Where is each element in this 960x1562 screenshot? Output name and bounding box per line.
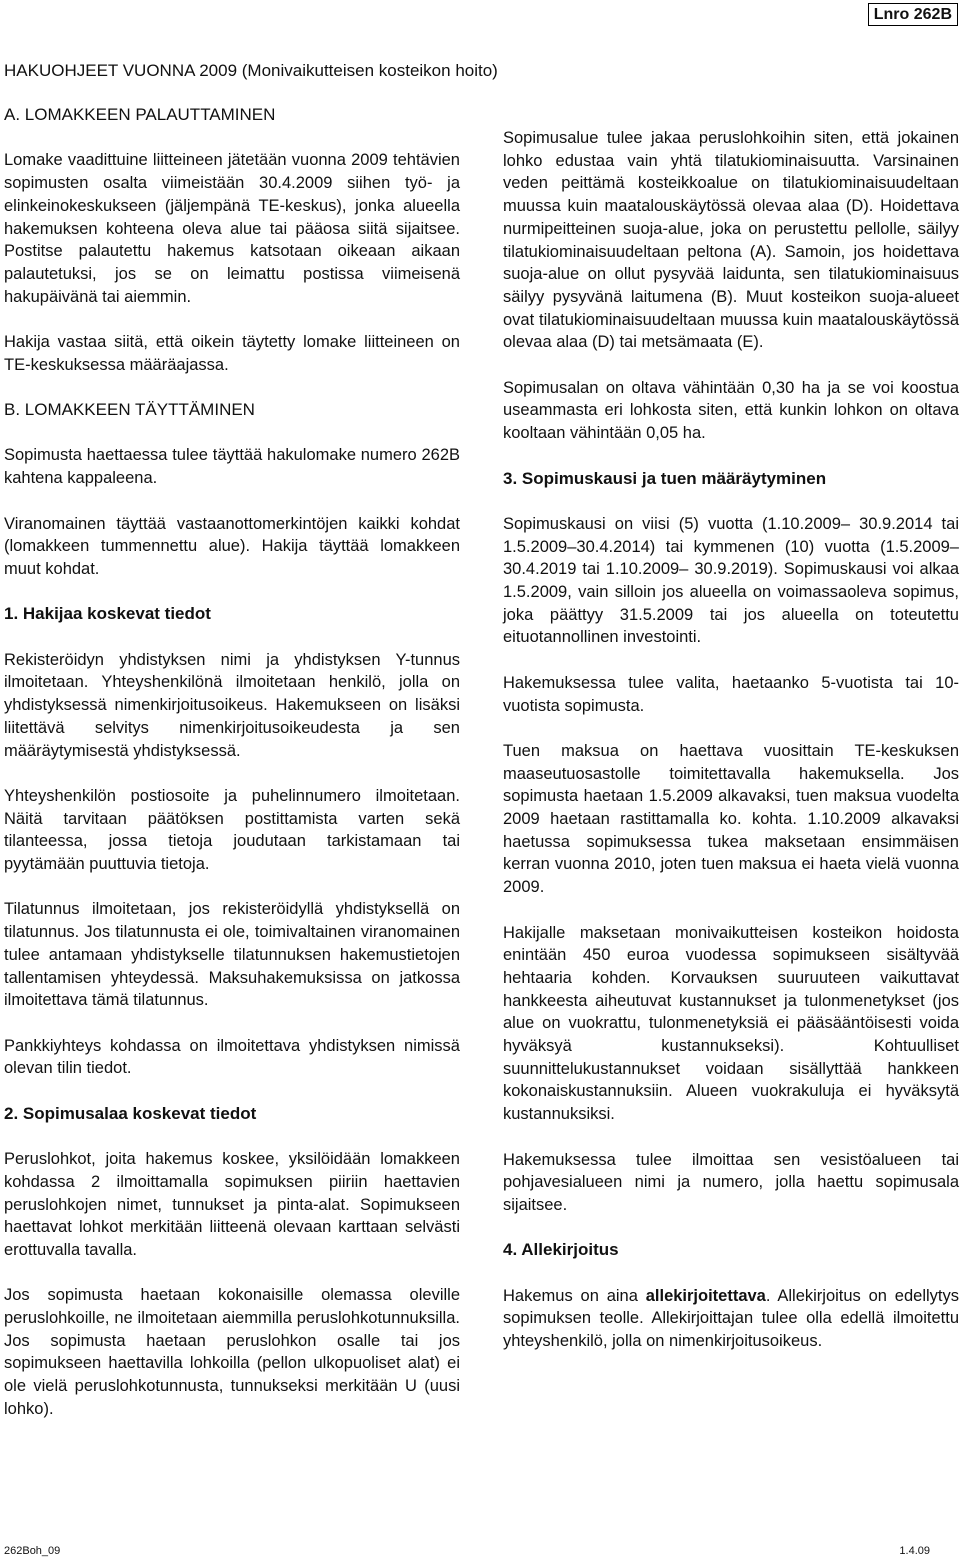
section-2-paragraph-3: Sopimusalue tulee jakaa peruslohkoihin siten, että jokainen lohko edustaa vain yhtä tilatukiominaisuutta. Varsinainen veden peittämä kosteikkoalue on tilatukiominaisuudeltaan muussa kuin maatalouskäytössä olevaa alaa (D). Hoidettava nurmipeitteinen suoja-alue, joka on perustettu pellolle, säilyy tilatukiominaisuudeltaan peltona (A). Samoin, jos hoidettava suoja-alue on ollut pysyvää laidunta, sen tilatukiominaisuus säilyy pysyvänä laitumena (B). Muut kosteikon suoja-alueet ovat tilatukiominaisuudeltaan muussa kuin maatalouskäytössä olevaa alaa (D) tai metsämaata (E). [503, 129, 959, 352]
right-column [503, 127, 959, 1376]
section-1-paragraph-4: Pankkiyhteys kohdassa on ilmoitettava yhdistyksen nimissä olevan tilin tiedot. [4, 1036, 460, 1078]
section-1-heading: 1. Hakijaa koskevat tiedot [4, 604, 211, 624]
section-2-heading: 2. Sopimusalaa koskevat tiedot [4, 1103, 257, 1123]
section-1-paragraph-1: Rekisteröidyn yhdistyksen nimi ja yhdistyksen Y-tunnus ilmoitetaan. Yhteyshenkilönä ilmoitetaan henkilö, jolla on yhdistyksessä nimenkirjoitusoikeus. Hakemukseen on lisäksi liitettävä selvitys nimenkirjoitusoikeudesta ja sen määräytymisestä yhdistyksessä. [4, 650, 460, 760]
left-column [4, 104, 460, 1443]
footer-form-code: 262Boh_09 [4, 1545, 61, 1557]
signature-text-start: Hakemus on aina [503, 1286, 646, 1305]
signature-text-end: . Allekirjoitus on edellytys sopimuksen teolle. Allekirjoittajan tulee olla edellä ilmoitettu yhteyshenkilö, jolla on nimenkirjoitusoikeus. [503, 1286, 959, 1351]
section-b-paragraph-2: Viranomainen täyttää vastaanottomerkintöjen kaikki kohdat (lomakkeen tummennettu alue). Hakija täyttää lomakkeen muut kohdat. [4, 514, 460, 578]
section-b-paragraph-1: Sopimusta haettaessa tulee täyttää hakulomake numero 262B kahtena kappaleena. [4, 446, 460, 488]
section-b-heading: B. LOMAKKEEN TÄYTTÄMINEN [4, 400, 255, 420]
section-1-paragraph-2: Yhteyshenkilön postiosoite ja puhelinnumero ilmoitetaan. Näitä tarvitaan päätöksen postittamista varten sekä tilanteessa, jossa tietoja joudutaan tarkistamaan tai pyytämään puuttuvia tietoja. [4, 786, 460, 874]
section-4-heading: 4. Allekirjoitus [503, 1240, 619, 1260]
section-3-paragraph-2: Hakemuksessa tulee valita, haetaanko 5-vuotista tai 10-vuotista sopimusta. [503, 673, 959, 715]
section-2-paragraph-4: Sopimusalan on oltava vähintään 0,30 ha ja se voi koostua useammasta eri lohkosta siten, että kunkin lohkon on oltava kooltaan vähintään 0,05 ha. [503, 378, 959, 443]
footer-date: 1.4.09 [899, 1545, 930, 1557]
section-a-paragraph-1: Lomake vaadittuine liitteineen jätetään vuonna 2009 tehtävien sopimusten osalta viimeistään 30.4.2009 siihen työ- ja elinkeinokeskukseen (jäljempänä TE-keskus), jonka alueella hakemuksen kohteena oleva alue tai pääosa siitä sijaitsee. Postitse palautettu hakemus katsotaan oikeaan aikaan palautetuksi, jos se on leimattu postissa viimeisenä hakupäivänä tai aiemmin. [4, 151, 460, 306]
section-2-paragraph-2: Jos sopimusta haetaan kokonaisille olemassa oleville peruslohkoille, ne ilmoitetaan aiemmilla peruslohkotunnuksilla. Jos sopimusta haetaan peruslohkon osalle tai jos sopimukseen haettavilla lohkoilla (pellon ulkopuoliset alat) ei ole vielä peruslohkotunnusta, tunnukseksi merkitään U (uusi lohko). [4, 1286, 460, 1418]
section-3-paragraph-5: Hakemuksessa tulee ilmoittaa sen vesistöalueen tai pohjavesialueen nimi ja numero, jolla haettu sopimusala sijaitsee. [503, 1150, 959, 1214]
section-4-paragraph-1 [503, 1285, 959, 1353]
section-a-paragraph-2: Hakija vastaa siitä, että oikein täytetty lomake liitteineen on TE-keskuksessa määräajassa. [4, 333, 460, 374]
section-3-heading: 3. Sopimuskausi ja tuen määräytyminen [503, 468, 827, 488]
section-a-heading: A. LOMAKKEEN PALAUTTAMINEN [4, 105, 276, 124]
signature-required-bold: allekirjoitettava [645, 1286, 766, 1305]
form-number-badge: Lnro 262B [868, 3, 958, 26]
page-title: HAKUOHJEET VUONNA 2009 (Monivaikutteisen kosteikon hoito) [4, 61, 498, 80]
section-3-paragraph-1: Sopimuskausi on viisi (5) vuotta (1.10.2009– 30.9.2014 tai 1.5.2009–30.4.2014) tai kymmenen (10) vuotta (1.5.2009–30.4.2019 tai 1.10.2009– 30.9.2019). Sopimuskausi voi alkaa 1.5.2009, vain silloin jos alueella on voimassaoleva sopimus, joka päättyy 31.5.2009 tai jos alueella on toteutettu eituotannollinen investointi. [503, 514, 959, 647]
section-1-paragraph-3: Tilatunnus ilmoitetaan, jos rekisteröidyllä yhdistyksellä on tilatunnus. Jos tilatunnusta ei ole, toimivaltainen viranomainen tulee antamaan yhdistykselle tilatunnuksen hakemustietojen tallentamisen yhteydessä. Maksuhakemuksissa on jatkossa ilmoitettava tämä tilatunnus. [4, 900, 460, 1010]
section-3-paragraph-3: Tuen maksua on haettava vuosittain TE-keskuksen maaseutuosastolle toimitettavalla hakemuksella. Jos sopimusta haetaan 1.5.2009 alkavaksi, tuen maksua vuodelta 2009 haetaan rastittamalla ko. kohta. 1.10.2009 alkavaksi haetussa sopimuksessa tukea maksetaan ensimmäisen kerran vuonna 2010, joten tuen maksua ei haeta vielä vuonna 2009. [503, 741, 959, 897]
section-3-paragraph-4: Hakijalle maksetaan monivaikutteisen kosteikon hoidosta enintään 450 euroa vuodessa sopimukseen sisältyvää hehtaaria kohden. Korvauksen suuruuteen vaikuttavat hankkeesta aiheutuvat kustannukset ja tulonmenetykset (jos alue on vuokrattu, tulonmenetyksiä ei pääsääntöisesti voida hyväksyä kustannukseksi). Kohtuulliset suunnittelukustannukset voidaan sisällyttää hankkeen kokonaiskustannuksiin. Alueen vuokrakuluja ei hyväksytä kustannuksiksi. [503, 923, 959, 1124]
section-2-paragraph-1: Peruslohkot, joita hakemus koskee, yksilöidään lomakkeen kohdassa 2 ilmoittamalla sopimuksen piiriin haettavien peruslohkojen nimet, tunnukset ja pinta-alat. Sopimukseen haettavat lohkot merkitään liitteenä olevaan karttaan selvästi erottuvalla tavalla. [4, 1150, 460, 1259]
